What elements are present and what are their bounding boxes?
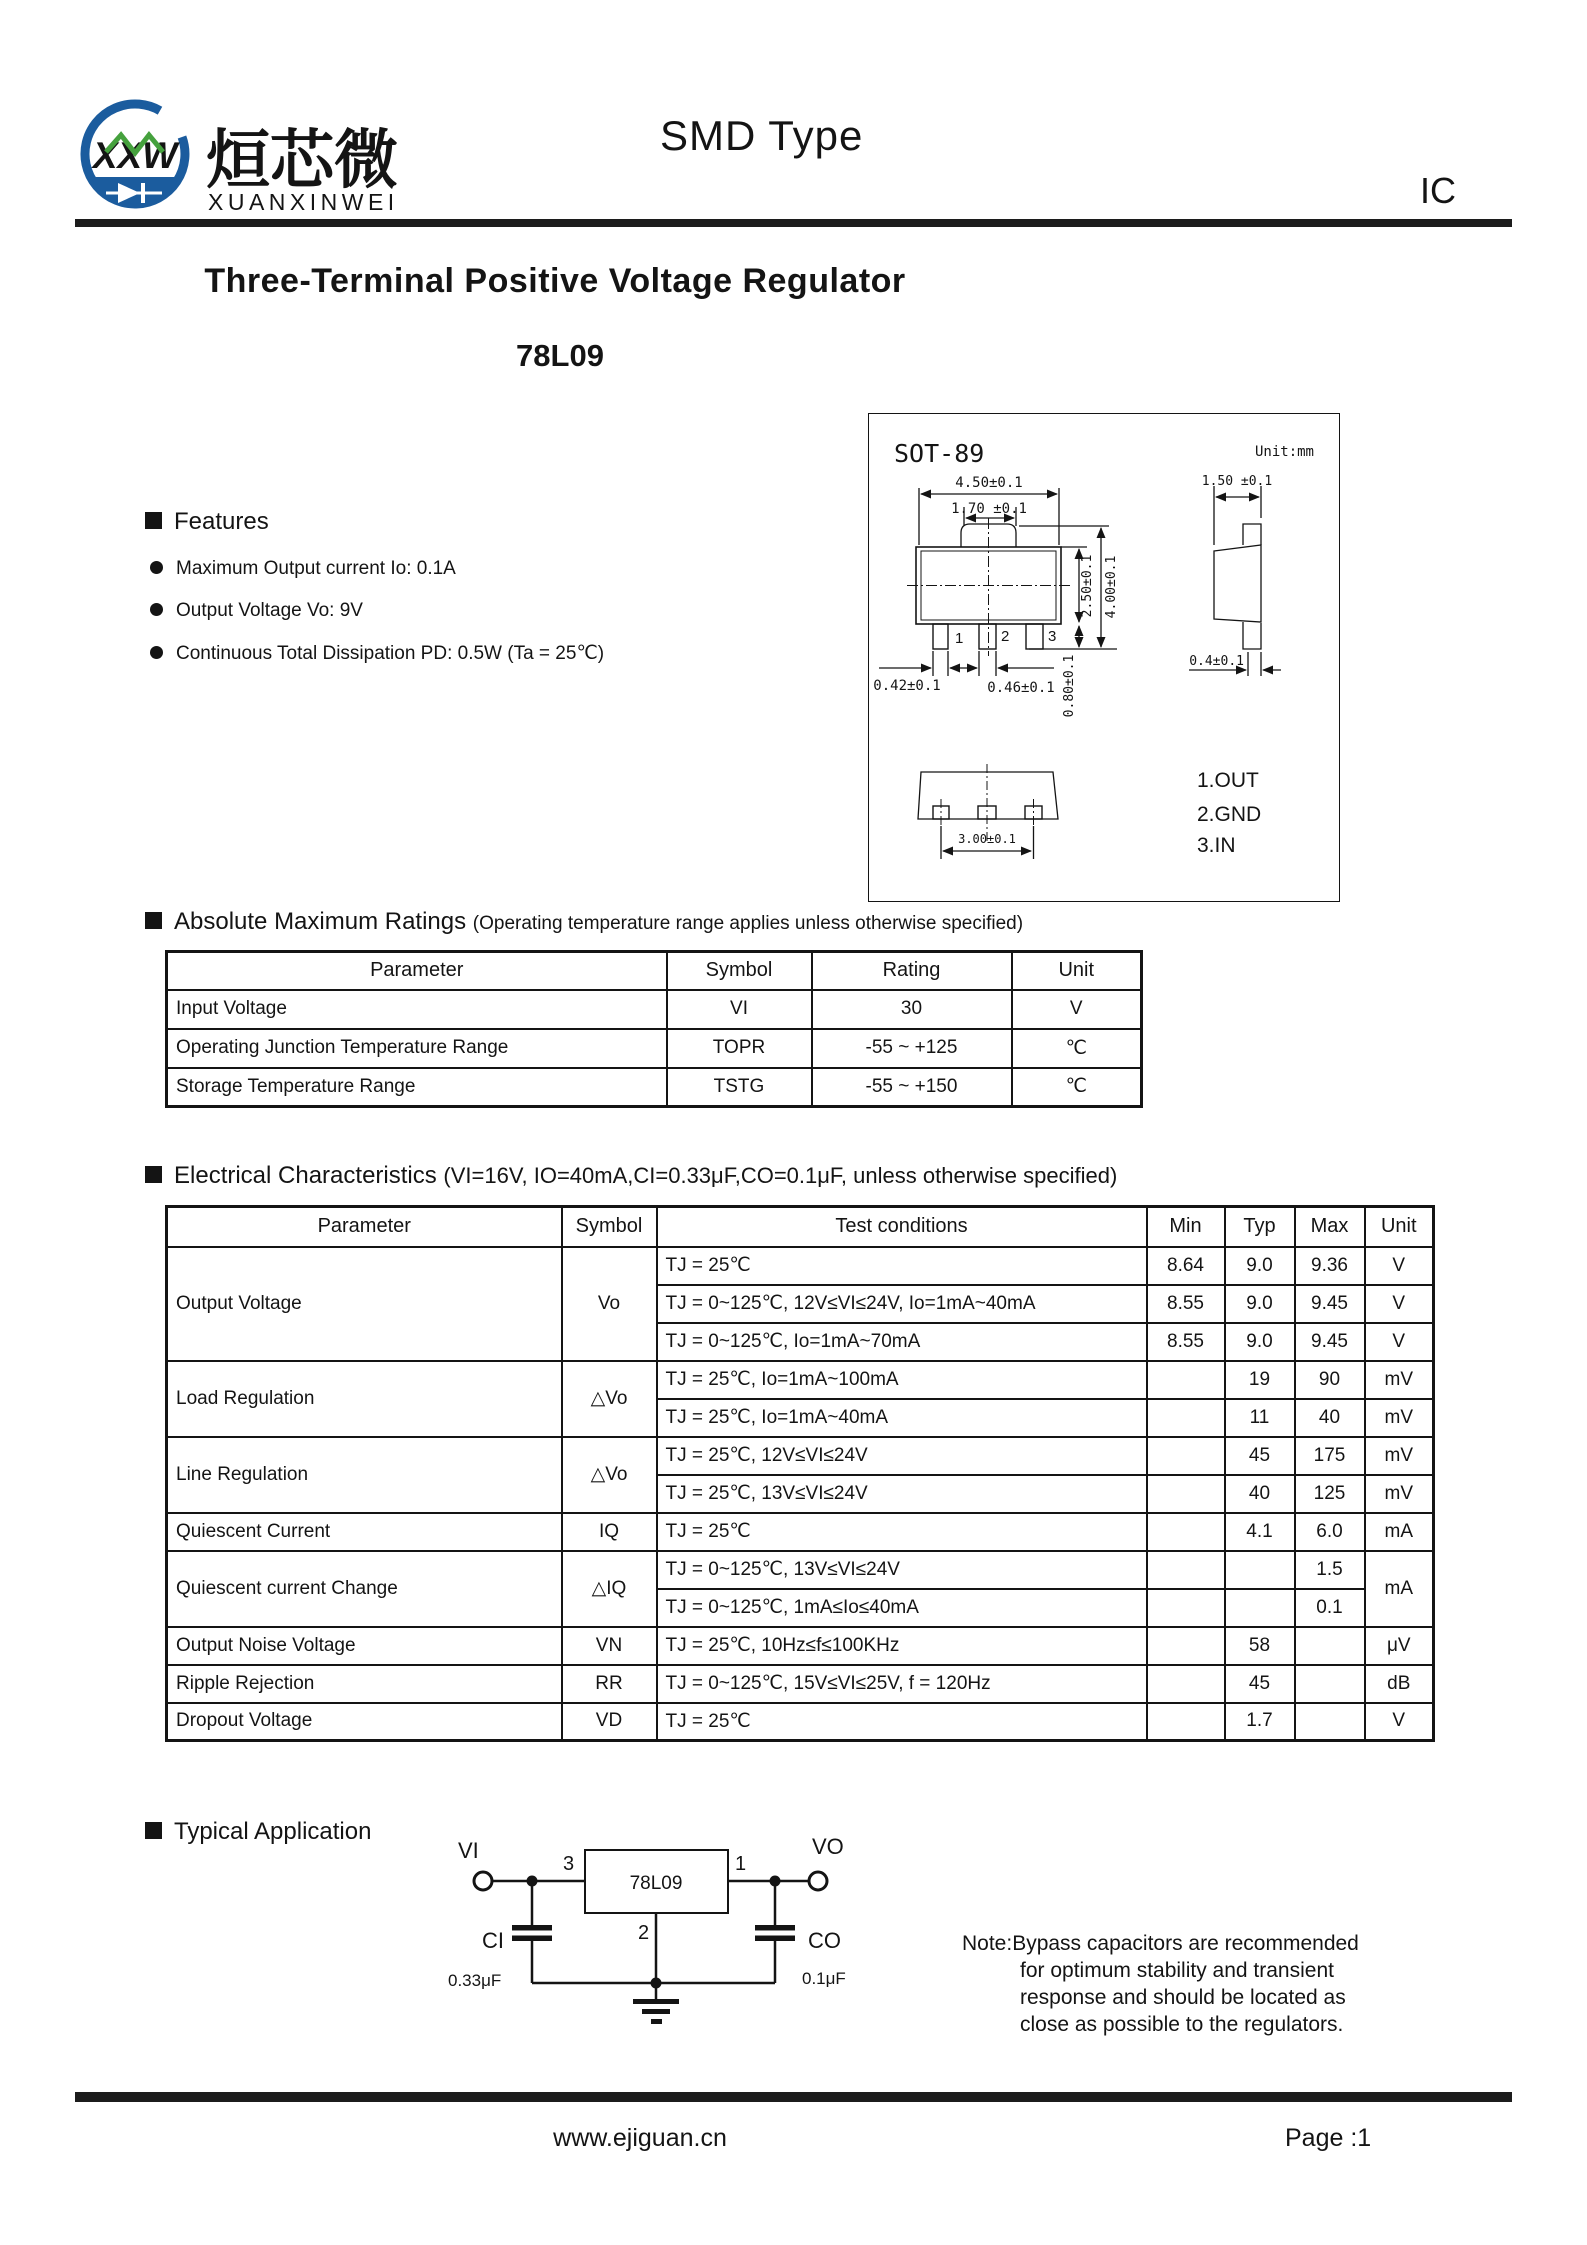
footer-website: www.ejiguan.cn [553, 2124, 727, 2152]
features-heading: Features [145, 508, 269, 536]
section-square-icon [145, 912, 162, 929]
vout-label: VO [812, 1836, 844, 1859]
input-capacitor-icon [512, 1925, 552, 1941]
category-label: IC [1420, 170, 1456, 211]
table-row: TJ = 0~125℃, 1mA≤Io≤40mA 0.1 [167, 1589, 1434, 1627]
company-logo [78, 92, 438, 217]
elec-char-table [165, 1205, 1435, 1742]
col-max: Max [1295, 1207, 1365, 1247]
node-dot [770, 1876, 781, 1887]
table-row: Line Regulation △Vo TJ = 25℃, 12V≤VI≤24V 45 175 mV [167, 1437, 1434, 1475]
pin-out-number: 1 [735, 1853, 747, 1875]
abs-max-header-row [167, 952, 1142, 990]
col-symbol: Symbol [667, 952, 812, 990]
package-outline-drawing [868, 413, 1340, 902]
typical-application-heading: Typical Application [145, 1818, 371, 1846]
pin-function-gnd: 2.GND [1197, 803, 1262, 826]
application-note: Note:Bypass capacitors are recommended for optimum stability and transient response and should be located as close as possible to the regulators. [962, 1932, 1359, 2036]
pin-in-number: 3 [563, 1853, 575, 1875]
cout-value: 0.1μF [802, 1969, 846, 1988]
col-unit: Unit [1365, 1207, 1434, 1247]
section-square-icon [145, 1822, 162, 1839]
table-row: Ripple Rejection RR TJ = 0~125℃, 15V≤VI≤25V, f = 120Hz 45 dB [167, 1665, 1434, 1703]
output-capacitor-icon [755, 1925, 795, 1941]
table-row: TJ = 25℃, Io=1mA~40mA 11 40 mV [167, 1399, 1434, 1437]
pin2-number: 2 [1001, 628, 1010, 645]
pin1-number: 1 [955, 630, 964, 647]
node-dot [651, 1978, 662, 1989]
dim-bottom-span-label: 3.00±0.1 [958, 832, 1016, 846]
bullet-icon [150, 603, 163, 616]
section-square-icon [145, 1166, 162, 1183]
dim-side-width-label: 1.50 ±0.1 [1201, 474, 1273, 489]
col-test-conditions: Test conditions [657, 1207, 1147, 1247]
node-dot [527, 1876, 538, 1887]
abs-max-table [165, 950, 1143, 1108]
output-terminal-icon [809, 1872, 827, 1890]
part-number: 78L09 [516, 338, 604, 373]
pin-function-out: 1.OUT [1197, 769, 1259, 792]
elec-char-header-row [167, 1207, 1434, 1247]
chip-label: 78L09 [629, 1873, 683, 1894]
footer-page-number: Page :1 [1285, 2124, 1372, 2152]
dim-pin-pitch-label: 0.46±0.1 [987, 680, 1055, 696]
table-row: Operating Junction Temperature Range TOPR -55 ~ +125 ℃ [167, 1029, 1142, 1068]
doc-type-label: SMD Type [660, 112, 864, 159]
col-unit: Unit [1012, 952, 1142, 990]
elec-char-subheading: (VI=16V, IO=40mA,CI=0.33μF,CO=0.1μF, unless otherwise specified) [443, 1163, 1118, 1188]
package-name: SOT-89 [894, 439, 985, 468]
section-square-icon [145, 512, 162, 529]
pin3-number: 3 [1048, 628, 1057, 645]
table-row: Dropout Voltage VD TJ = 25℃ 1.7 V [167, 1703, 1434, 1741]
feature-item: Continuous Total Dissipation PD: 0.5W (Ta = 25℃) [150, 642, 604, 665]
header-rule [75, 219, 1512, 227]
abs-max-subheading: (Operating temperature range applies unless otherwise specified) [472, 913, 1024, 934]
cin-value: 0.33μF [448, 1971, 502, 1990]
package-unit-label: Unit:mm [1254, 444, 1314, 460]
col-rating: Rating [812, 952, 1012, 990]
application-circuit [420, 1836, 960, 2076]
logo-letters: XXW [92, 135, 178, 176]
dim-body-height-label: 2.50±0.1 [1080, 554, 1095, 618]
col-typ: Typ [1225, 1207, 1295, 1247]
dim-width-label: 4.50±0.1 [955, 475, 1023, 491]
pin-function-in: 3.IN [1197, 834, 1236, 857]
col-min: Min [1147, 1207, 1225, 1247]
table-row: Output Voltage Vo TJ = 25℃ 8.64 9.0 9.36 V [167, 1247, 1434, 1285]
dim-pin-length-label: 0.80±0.1 [1062, 654, 1077, 718]
col-parameter: Parameter [167, 952, 667, 990]
cin-label: CI [482, 1928, 504, 1953]
brand-chinese: 烜芯微 [206, 124, 398, 196]
dim-side-pin-label: 0.4±0.1 [1189, 654, 1244, 669]
input-terminal-icon [474, 1872, 492, 1890]
logo-chord [91, 177, 180, 204]
table-row: Storage Temperature Range TSTG -55 ~ +150 ℃ [167, 1068, 1142, 1107]
table-row: Quiescent Current IQ TJ = 25℃ 4.1 6.0 mA [167, 1513, 1434, 1551]
footer-rule [75, 2092, 1512, 2102]
table-row: TJ = 25℃, 13V≤VI≤24V 40 125 mV [167, 1475, 1434, 1513]
page-title: Three-Terminal Positive Voltage Regulator [204, 262, 906, 300]
table-row: Output Noise Voltage VN TJ = 25℃, 10Hz≤f≤100KHz 58 μV [167, 1627, 1434, 1665]
dim-tab-label: 1.70 ±0.1 [951, 501, 1027, 517]
feature-item: Output Voltage Vo: 9V [150, 600, 363, 622]
table-row: Load Regulation △Vo TJ = 25℃, Io=1mA~100mA 19 90 mV [167, 1361, 1434, 1399]
cout-label: CO [808, 1928, 841, 1953]
bullet-icon [150, 646, 163, 659]
ground-icon [633, 1999, 679, 2024]
bullet-icon [150, 561, 163, 574]
vin-label: VI [458, 1838, 479, 1863]
brand-english: XUANXINWEI [208, 189, 399, 215]
pin-gnd-number: 2 [638, 1922, 650, 1944]
abs-max-heading: Absolute Maximum Ratings (Operating temperature range applies unless otherwise specified) [145, 908, 1023, 936]
table-row: Input Voltage VI 30 V [167, 990, 1142, 1029]
elec-char-heading: Electrical Characteristics (VI=16V, IO=40mA,CI=0.33μF,CO=0.1μF, unless otherwise specified) [145, 1162, 1117, 1190]
dim-total-height-label: 4.00±0.1 [1104, 555, 1119, 619]
table-row: Quiescent current Change △IQ TJ = 0~125℃, 13V≤VI≤24V 1.5 mA [167, 1551, 1434, 1589]
col-symbol: Symbol [562, 1207, 657, 1247]
dim-pin-width-label: 0.42±0.1 [873, 678, 941, 694]
col-parameter: Parameter [167, 1207, 562, 1247]
table-row: TJ = 0~125℃, 12V≤VI≤24V, Io=1mA~40mA 8.55 9.0 9.45 V [167, 1285, 1434, 1323]
feature-item: Maximum Output current Io: 0.1A [150, 558, 456, 580]
table-row: TJ = 0~125℃, Io=1mA~70mA 8.55 9.0 9.45 V [167, 1323, 1434, 1361]
